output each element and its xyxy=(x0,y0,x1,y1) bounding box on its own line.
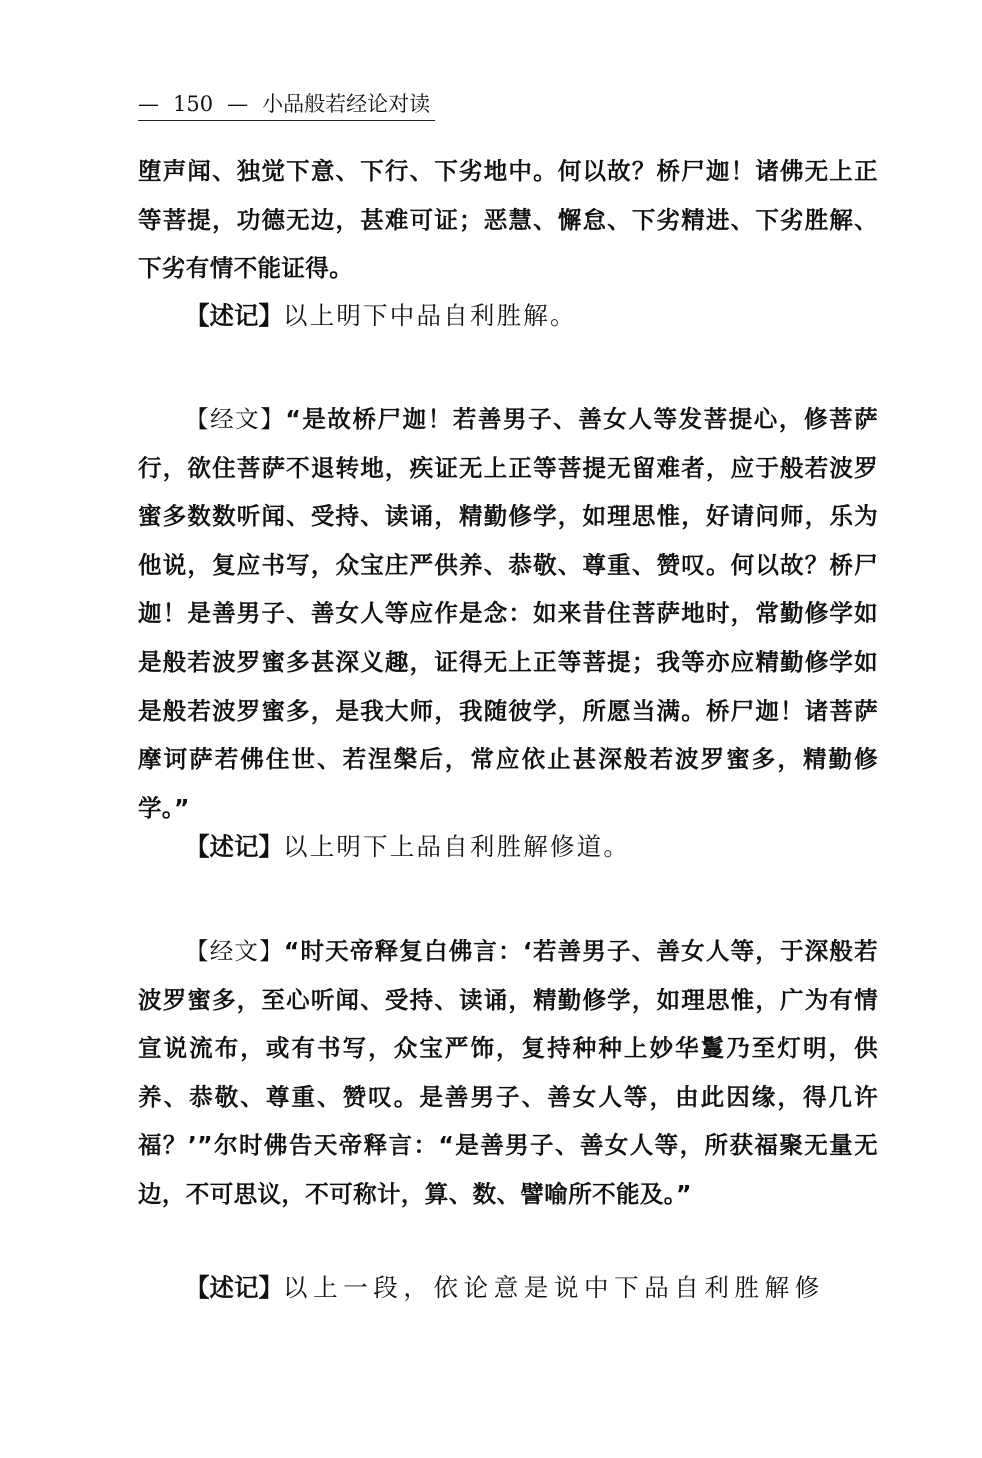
paragraph-text: “是故桥尸迦！若善男子、善女人等发菩提心，修菩萨行，欲住菩萨不退转地，疾证无上正等菩提无留难者，应于般若波罗蜜多数数听闻、受持、读诵，精勤修学，如理思惟，好请问师，乐为他说，复应书写，众宝庄严供养、恭敬、尊重、赞叹。何以故？桥尸迦！是善男子、善女人等应作是念：如来昔住菩萨地时，常勤修学如是般若波罗蜜多甚深义趣，证得无上正等菩提；我等亦应精勤修学如是般若波罗蜜多，是我大师，我随彼学，所愿当满。桥尸迦！诸菩萨摩诃萨若佛住世、若涅槃后，常应依止甚深般若波罗蜜多，精勤修学。” xyxy=(138,405,878,822)
sutra-marker: 【经文】 xyxy=(185,405,286,433)
paragraph-text: 以上明下上品自利胜解修道。 xyxy=(283,832,631,861)
commentary-paragraph xyxy=(138,1264,878,1312)
header-dash-right: — xyxy=(227,92,249,116)
paragraph-text: 以上一段，依论意是说中下品自利胜解修 xyxy=(283,1273,825,1302)
sutra-paragraph xyxy=(138,927,878,1219)
header-underline xyxy=(138,120,435,121)
commentary-marker: 【述记】 xyxy=(185,1273,283,1302)
sutra-paragraph xyxy=(138,395,878,832)
page-number: 150 xyxy=(173,92,214,116)
paragraph-text: 以上明下中品自利胜解。 xyxy=(283,301,577,330)
running-header xyxy=(138,88,430,120)
commentary-paragraph xyxy=(138,292,878,340)
paragraph-text: 堕声闻、独觉下意、下行、下劣地中。何以故？桥尸迦！诸佛无上正等菩提，功德无边，甚难可证；恶慧、懈怠、下劣精进、下劣胜解、下劣有情不能证得。 xyxy=(138,157,878,283)
sutra-continuation-paragraph xyxy=(138,147,878,293)
sutra-marker: 【经文】 xyxy=(185,937,284,965)
commentary-marker: 【述记】 xyxy=(185,301,283,330)
paragraph-text: “时天帝释复白佛言：‘若善男子、善女人等，于深般若波罗蜜多，至心听闻、受持、读诵，精勤修学，如理思惟，广为有情宣说流布，或有书写，众宝严饰，复持种种上妙华鬘乃至灯明，供养、恭敬、尊重、赞叹。是善男子、善女人等，由此因缘，得几许福？’”尔时佛告天帝释言：“是善男子、善女人等，所获福聚无量无边，不可思议，不可称计，算、数、譬喻所不能及。” xyxy=(138,937,878,1208)
header-dash-left: — xyxy=(138,92,159,116)
commentary-marker: 【述记】 xyxy=(185,832,283,861)
book-title: 小品般若经论对读 xyxy=(262,92,431,116)
commentary-paragraph xyxy=(138,823,878,871)
